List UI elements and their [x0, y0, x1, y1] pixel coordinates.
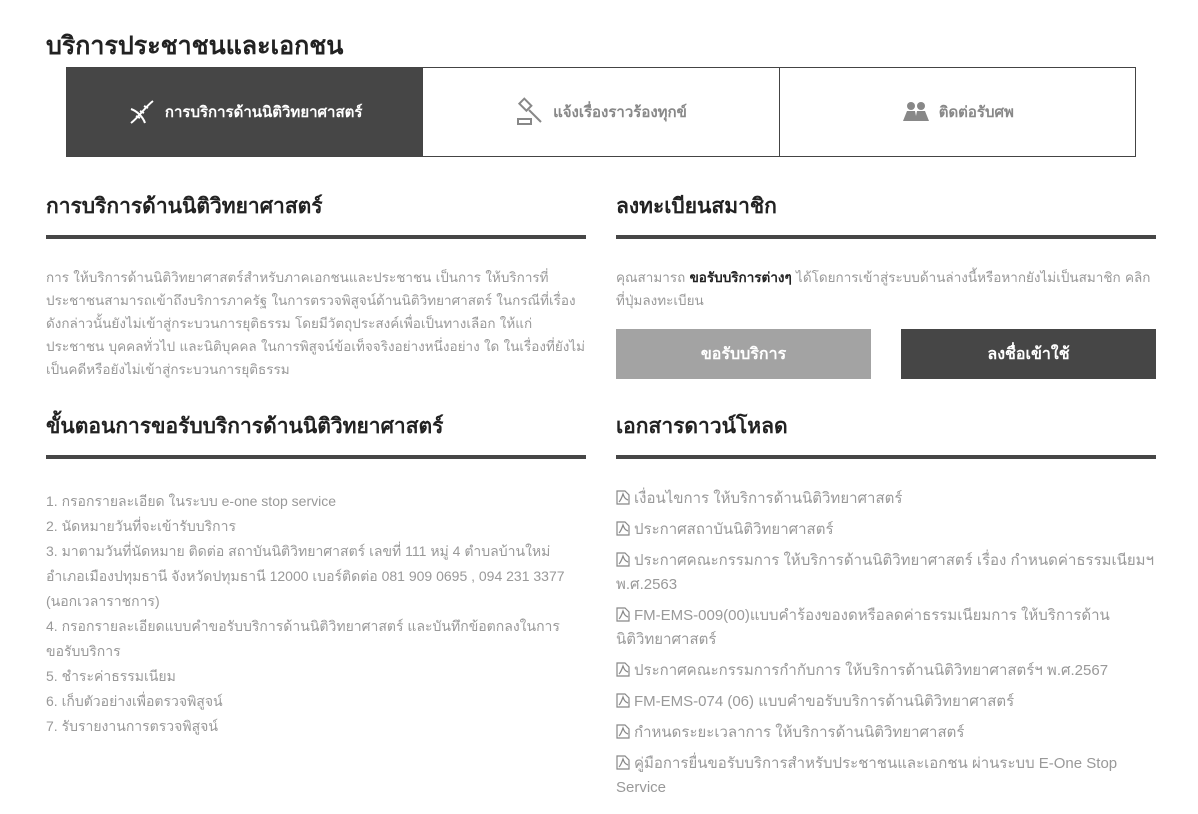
download-label: คู่มือการยื่นขอรับบริการสำหรับประชาชนและเอกชน ผ่านระบบ E-One Stop Service — [616, 755, 1118, 796]
download-link[interactable] — [616, 690, 1156, 714]
pdf-file-icon — [616, 755, 630, 770]
download-link[interactable] — [616, 487, 1156, 511]
tab-body-pickup[interactable] — [780, 68, 1135, 156]
download-label: FM-EMS-009(00)แบบคำร้องของดหรือลดค่าธรรมเนียมการ ให้บริการด้านนิติวิทยาศาสตร์ — [616, 607, 1110, 648]
downloads-section — [616, 410, 1156, 807]
download-label: ประกาศสถาบันนิติวิทยาศาสตร์ — [634, 521, 834, 538]
list-item: 4. กรอกรายละเอียดแบบคำขอรับบริการด้านนิติวิทยาศาสตร์ และบันทึกข้อตกลงในการขอรับบริการ — [46, 618, 560, 659]
pdf-file-icon — [616, 490, 630, 505]
pdf-file-icon — [616, 693, 630, 708]
download-link[interactable] — [616, 518, 1156, 542]
steps-section — [46, 410, 586, 739]
pdf-file-icon — [616, 724, 630, 739]
list-item: 5. ชำระค่าธรรมเนียม — [46, 668, 176, 684]
tab-label: ติดต่อรับศพ — [938, 103, 1014, 121]
dna-icon — [127, 97, 157, 127]
list-item: 7. รับรายงานการตรวจพิสูจน์ — [46, 718, 218, 734]
tab-label: แจ้งเรื่องราวร้องทุกข์ — [553, 103, 687, 121]
forensic-description: การ ให้บริการด้านนิติวิทยาศาสตร์สำหรับภาคเอกชนและประชาชน เป็นการ ให้บริการที่ประชาชนสามารถเข้าถึงบริการภาครัฐ ในการตรวจพิสูจน์ด้านนิติวิทยาศาสตร์ ในกรณีที่เรื่องดังกล่าวนั้นยังไม่เข้าสู่กระบวนการยุติธรรม โดยมีวัตถุประสงค์เพื่อเป็นทางเลือก ให้แก่ประชาชน บุคคลทั่วไป และนิติบุคคล ในการพิสูจน์ข้อเท็จจริงอย่างหนึ่งอย่าง ใด ในเรื่องที่ยังไม่เป็นคดีหรือยังไม่เข้าสู่กระบวนการยุติธรรม — [46, 270, 586, 378]
login-button[interactable]: ลงชื่อเข้าใช้ — [901, 329, 1156, 379]
pdf-file-icon — [616, 552, 630, 567]
gavel-icon — [515, 97, 545, 127]
list-item: 1. กรอกรายละเอียด ในระบบ e-one stop service — [46, 493, 337, 509]
text: ได้โดยการเข้าสู่ระบบด้านล่างนี้หรือหากยังไม่เป็นสมาชิก คลิกที่ปุ่มลงทะเบียน — [616, 270, 1151, 309]
tab-complaint[interactable] — [423, 68, 779, 156]
download-label: เงื่อนไขการ ให้บริการด้านนิติวิทยาศาสตร์ — [634, 490, 903, 507]
steps-list — [46, 489, 586, 739]
downloads-list — [616, 487, 1156, 800]
download-link[interactable] — [616, 604, 1156, 652]
pdf-file-icon — [616, 662, 630, 677]
section-title: เอกสารดาวน์โหลด — [616, 410, 1156, 459]
download-label: ประกาศคณะกรรมการกำกับการ ให้บริการด้านนิติวิทยาศาสตร์ฯ พ.ศ.2567 — [634, 662, 1109, 679]
pdf-file-icon — [616, 607, 630, 622]
section-title: การบริการด้านนิติวิทยาศาสตร์ — [46, 190, 586, 239]
text-bold: ขอรับบริการต่างๆ — [689, 270, 792, 286]
download-link[interactable] — [616, 659, 1156, 683]
register-section — [616, 190, 1156, 379]
register-description — [616, 267, 1156, 313]
download-label: FM-EMS-074 (06) แบบคำขอรับบริการด้านนิติวิทยาศาสตร์ — [634, 693, 1015, 710]
list-item: 2. นัดหมายวันที่จะเข้ารับบริการ — [46, 518, 237, 534]
download-link[interactable] — [616, 752, 1156, 800]
service-tabs — [66, 67, 1136, 157]
page-title: บริการประชาชนและเอกชน — [46, 31, 344, 60]
list-item: 6. เก็บตัวอย่างเพื่อตรวจพิสูจน์ — [46, 693, 223, 709]
download-link[interactable] — [616, 721, 1156, 745]
section-title: ลงทะเบียนสมาชิก — [616, 190, 1156, 239]
text: คุณสามารถ — [616, 270, 690, 286]
people-icon — [901, 97, 931, 127]
tab-forensic-service[interactable] — [67, 68, 423, 156]
list-item: 3. มาตามวันที่นัดหมาย ติดต่อ สถาบันนิติวิทยาศาสตร์ เลขที่ 111 หมู่ 4 ตำบลบ้านใหม่ อำเภอเมืองปทุมธานี จังหวัดปทุมธานี 12000 เบอร์ติดต่อ 081 909 0695 , 094 231 3377 (นอกเวลาราชการ) — [46, 543, 565, 609]
pdf-file-icon — [616, 521, 630, 536]
download-label: ประกาศคณะกรรมการ ให้บริการด้านนิติวิทยาศาสตร์ เรื่อง กำหนดค่าธรรมเนียมฯ พ.ศ.2563 — [616, 552, 1154, 593]
section-title: ขั้นตอนการขอรับบริการด้านนิติวิทยาศาสตร์ — [46, 410, 586, 459]
tab-label: การบริการด้านนิติวิทยาศาสตร์ — [164, 103, 363, 121]
request-service-button[interactable]: ขอรับบริการ — [616, 329, 871, 379]
download-link[interactable] — [616, 549, 1156, 597]
download-label: กำหนดระยะเวลาการ ให้บริการด้านนิติวิทยาศาสตร์ — [634, 724, 965, 741]
forensic-section — [46, 190, 586, 382]
